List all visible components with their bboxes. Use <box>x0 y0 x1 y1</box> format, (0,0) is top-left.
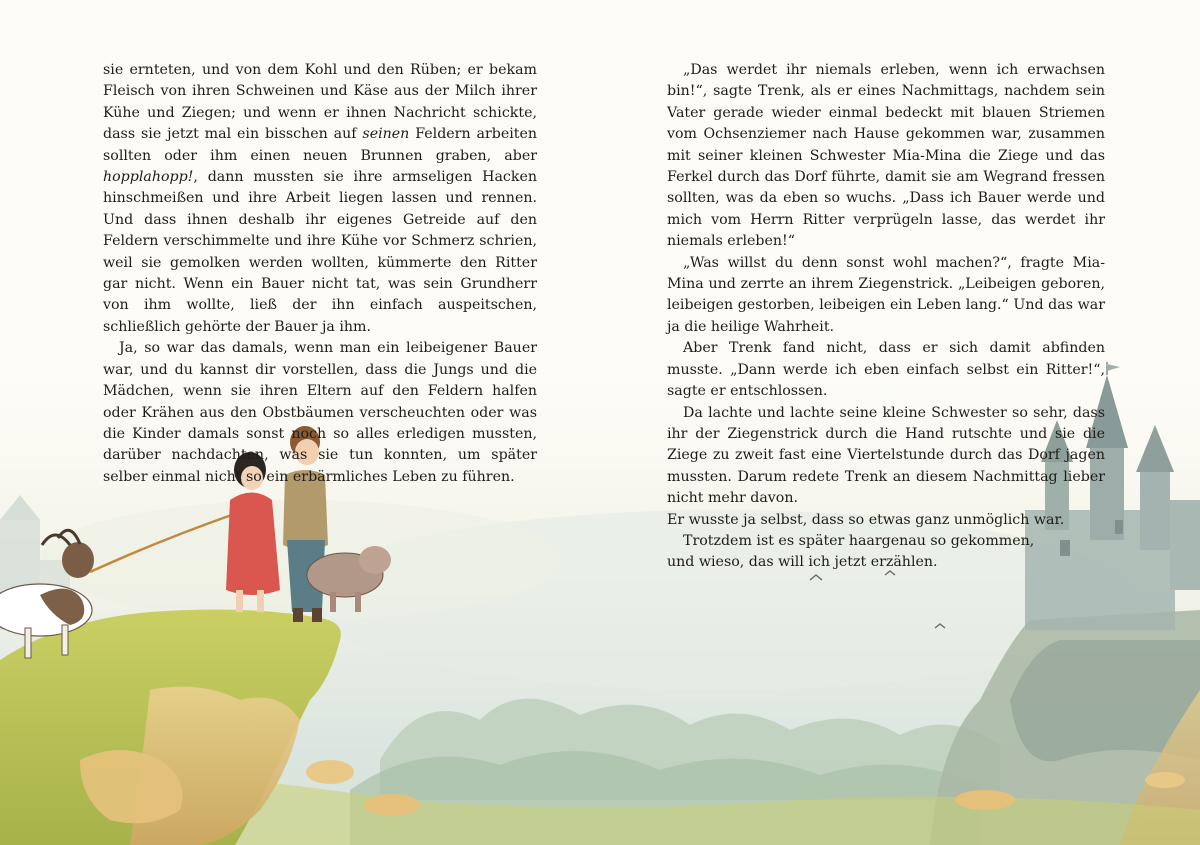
right-paragraph-2: „Was willst du denn sonst wohl machen?“, fragte Mia-Mina und zerrte an ihrem Ziegenstrick. „Leibeigen geboren, leibeigen gestorben, leibeigen ein Leben lang.“ Und das war ja die heilige Wahrheit. <box>667 254 1105 335</box>
left-page-text <box>103 60 537 488</box>
left-paragraph-1 <box>103 60 537 338</box>
right-paragraph-4: Da lachte und lachte seine kleine Schwester so sehr, dass ihr der Ziegenstrick durch die Hand rutschte und sie die Ziege zu zweit fast eine Viertelstunde durch das Dorf jagen mussten. Darum redete Trenk an diesem Nachmittag lieber nicht mehr davon. <box>667 404 1105 507</box>
left-paragraph-2: Ja, so war das damals, wenn man ein leibeigener Bauer war, und du kannst dir vorstellen, dass die Jungs und die Mädchen, wenn sie ihren Eltern auf den Feldern halfen oder Krähen aus den Obstbäumen verscheuchten oder was die Kinder damals sonst noch so alles erledigen mussten, darüber nachdachten, was sie tun konnten, um später selber einmal nicht so ein erbärmliches Leben zu führen. <box>103 340 537 485</box>
left-p1-text-c: , dann mussten sie ihre armseligen Hacken hinschmeißen und ihre Arbeit liegen lassen und rennen. Und dass ihnen deshalb ihr eigenes Getreide auf den Feldern verschimmelte und ihre Kühe vor Schmerz schrien, weil sie gemolken werden wollten, kümmerte den Ritter gar nicht. Wenn ein Bauer nicht tat, was sein Grundherr von ihm wollte, ließ der ihn einfach auspeitschen, schließlich gehörte der Bauer ja ihm. <box>103 169 537 335</box>
right-paragraph-6: Trotzdem ist es später haargenau so gekommen, <box>683 532 1035 549</box>
left-p1-emphasis-seinen: seinen <box>362 126 410 143</box>
right-paragraph-1: „Das werdet ihr niemals erleben, wenn ich erwachsen bin!“, sagte Trenk, als er eines Nachmittags, nachdem sein Vater gerade wieder einmal bedeckt mit blauen Striemen vom Ochsenziemer nach Hause gekommen war, zusammen mit seiner kleinen Schwester Mia-Mina die Ziege und das Ferkel durch das Dorf führte, damit sie am Wegrand fressen sollten, was da eben so wuchs. „Dass ich Bauer werde und mich vom Herrn Ritter verprügeln lasse, das werdet ihr niemals erleben!“ <box>667 62 1105 250</box>
right-paragraph-7: und wieso, das will ich jetzt erzählen. <box>667 554 938 571</box>
left-p1-text-a: sie ernteten, und von dem Kohl und den Rüben; er bekam Fleisch von ihren Schweinen und Käse aus der Milch ihrer Kühe und Ziegen; und wenn er ihnen Nachricht schickte, dass sie jetzt mal ein bisschen auf <box>103 62 537 143</box>
left-p1-emphasis-hopplahopp: hopplahopp! <box>103 169 194 186</box>
right-page-text <box>667 60 1105 574</box>
right-paragraph-5: Er wusste ja selbst, dass so etwas ganz unmöglich war. <box>667 511 1065 528</box>
right-paragraph-3: Aber Trenk fand nicht, dass er sich damit abfinden musste. „Dann werde ich eben einfach selbst ein Ritter!“, sagte er entschlossen. <box>667 340 1105 400</box>
left-p1-text-b: Feldern arbeiten sollten oder ihm einen neuen Brunnen graben, aber <box>103 126 537 164</box>
